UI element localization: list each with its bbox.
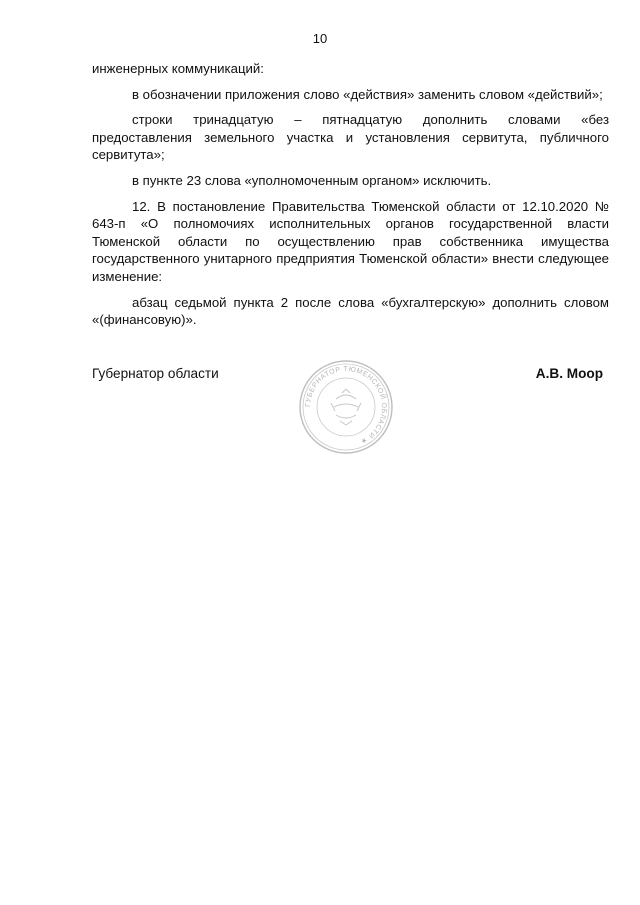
signatory-title: Губернатор области	[92, 366, 219, 381]
paragraph: инженерных коммуникаций:	[92, 61, 264, 76]
seal-icon	[298, 359, 394, 455]
svg-text:ГУБЕРНАТОР ТЮМЕНСКОЙ ОБЛАСТИ ★: ГУБЕРНАТОР ТЮМЕНСКОЙ ОБЛАСТИ ★	[304, 365, 388, 445]
paragraph: 12. В постановление Правительства Тюменской области от 12.10.2020 № 643-п «О полномочиях исполнительных органов государственной власти Тюменской области по осуществлению прав собственника имущества государственного унитарного предприятия Тюменской области» внести следующее изменение:	[92, 198, 609, 284]
paragraph: абзац седьмой пункта 2 после слова «бухгалтерскую» дополнить словом «(финансовую)».	[92, 294, 609, 328]
paragraph: в пункте 23 слова «уполномоченным органом» исключить.	[132, 172, 492, 188]
page-number: 10	[312, 31, 328, 46]
paragraph: в обозначении приложения слово «действия» заменить словом «действий»;	[132, 86, 603, 102]
official-seal	[298, 359, 394, 455]
signatory-name: А.В. Моор	[535, 366, 603, 381]
paragraph: строки тринадцатую – пятнадцатую дополнить словами «без предоставления земельного участка и установления сервитута, публичного сервитута»;	[92, 112, 609, 163]
document-body	[92, 60, 609, 337]
